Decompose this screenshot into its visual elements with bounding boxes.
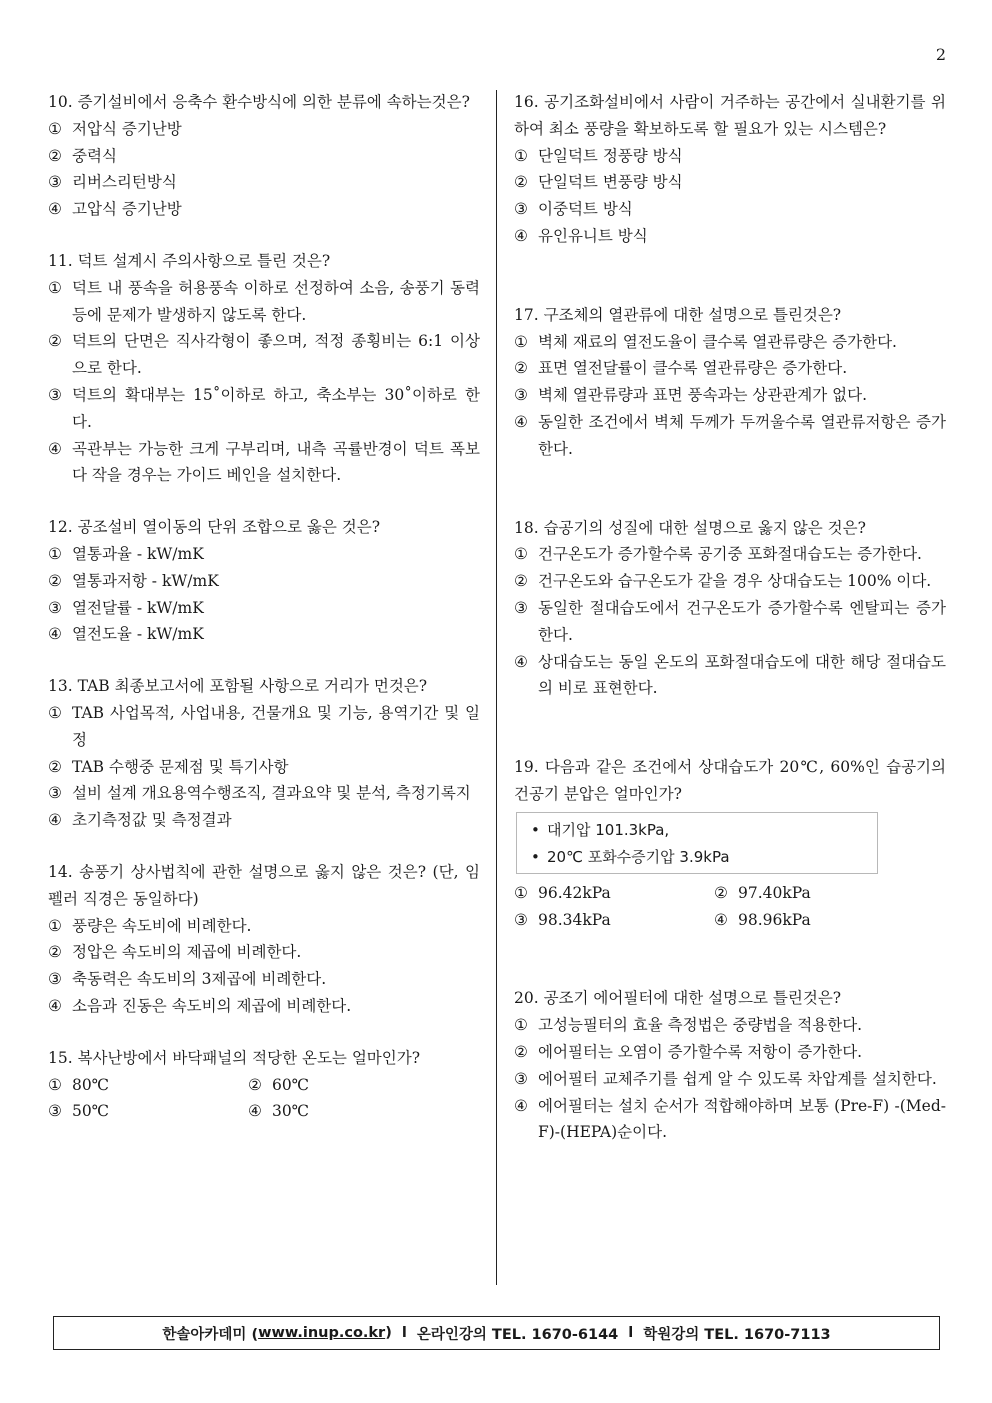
option-text: 저압식 증기난방 [72,119,182,138]
option-marker: ③ [48,173,62,192]
option-text: 덕트의 확대부는 15˚이하로 하고, 축소부는 30˚이하로 한다. [72,385,480,431]
option-marker: ④ [48,996,62,1015]
option [714,907,914,934]
option [514,143,946,170]
option-text: 에어필터는 설치 순서가 적합해야하며 보통 (Pre-F) -(Med-F)-(HEPA)순이다. [538,1096,946,1142]
option [48,382,480,436]
option-marker: ③ [514,598,528,617]
option-text: 풍량은 속도비에 비례한다. [72,916,252,935]
option [48,116,480,143]
option [48,966,480,993]
option-text: 중력식 [72,146,117,165]
option-marker: ① [514,883,528,902]
option-text: 건구온도와 습구온도가 같을 경우 상대습도는 100% 이다. [538,572,932,591]
option-text: 열전달률 - kW/mK [72,598,204,617]
option-text: 축동력은 속도비의 3제곱에 비례한다. [72,970,327,989]
question-18 [514,515,946,703]
option-marker: ③ [48,1102,62,1121]
option-text: 고성능필터의 효율 측정법은 중량법을 적용한다. [538,1016,863,1035]
column-divider [496,90,497,1285]
option-marker: ② [48,146,62,165]
option-marker: ③ [48,784,62,803]
option-text: 단일덕트 변풍량 방식 [538,173,683,192]
option-marker: ① [48,916,62,935]
right-column [514,89,946,1146]
question-stem: 18. 습공기의 성질에 대한 설명으로 옳지 않은 것은? [514,518,866,537]
condition-text: 대기압 101.3kPa, [547,820,670,839]
question-13 [48,673,480,834]
option [514,568,946,595]
option [248,1098,448,1125]
option-marker: ④ [48,200,62,219]
option [514,595,946,649]
question-stem: 20. 공조기 에어필터에 대한 설명으로 틀린것은? [514,989,842,1008]
conditions-box [516,812,878,874]
option-grid [514,880,946,934]
option [514,355,946,382]
option-marker: ③ [48,970,62,989]
option-text: 열전도율 - kW/mK [72,625,204,644]
option-marker: ④ [248,1102,262,1121]
option-marker: ① [48,1075,62,1094]
option [514,223,946,250]
option [48,621,480,648]
left-column [48,89,480,1125]
option-marker: ② [514,572,528,591]
option-text: 덕트 내 풍속을 허용풍속 이하로 선정하여 소음, 송풍기 동력 등에 문제가 발생하지 않도록 한다. [72,278,480,324]
option-text: 벽체 열관류량과 표면 풍속과는 상관관계가 없다. [538,386,868,405]
option-text: 곡관부는 가능한 크게 구부리며, 내측 곡률반경이 덕트 폭보다 작을 경우는 가이드 베인을 설치한다. [72,439,480,485]
footer-academy: 한솔아카데미 ( [162,1326,259,1343]
question-stem: 17. 구조체의 열관류에 대한 설명으로 틀린것은? [514,305,842,324]
option-text: 98.34kPa [538,910,611,929]
option-marker: ② [514,359,528,378]
option-text: 덕트의 단면은 직사각형이 좋으며, 적정 종횡비는 6:1 이상으로 한다. [72,332,480,378]
option-text: 동일한 조건에서 벽체 두께가 두꺼울수록 열관류저항은 증가한다. [538,412,946,458]
option [248,1072,448,1099]
option-text: 열통과율 - kW/mK [72,544,204,563]
option-marker: ④ [514,1096,528,1115]
option-text: 98.96kPa [738,910,811,929]
option [514,329,946,356]
footer-separator: l [628,1325,634,1341]
option [514,1039,946,1066]
option [48,807,480,834]
option-marker: ④ [514,412,528,431]
option-text: 80℃ [72,1075,110,1094]
option [48,754,480,781]
question-stem: 11. 덕트 설계시 주의사항으로 틀린 것은? [48,251,331,270]
condition-text: 20℃ 포화수증기압 3.9kPa [547,847,730,866]
question-stem: 15. 복사난방에서 바닥패널의 적당한 온도는 얼마인가? [48,1048,421,1067]
option-marker: ④ [48,439,62,458]
footer-url-link[interactable]: www.inup.co.kr [258,1325,386,1341]
option-marker: ③ [514,1069,528,1088]
option-marker: ① [48,703,62,722]
option-marker: ① [514,1016,528,1035]
page-number: 2 [935,45,946,64]
option [48,700,480,754]
option-marker: ② [48,571,62,590]
option-text: 리버스리턴방식 [72,173,177,192]
question-stem: 19. 다음과 같은 조건에서 상대습도가 20℃, 60%인 습공기의 건공기 분압은 얼마인가? [514,758,946,803]
question-stem: 10. 증기설비에서 응축수 환수방식에 의한 분류에 속하는것은? [48,93,470,111]
option-text: 건구온도가 증가할수록 공기중 포화절대습도는 증가한다. [538,545,922,564]
option [48,275,480,329]
option [48,143,480,170]
option [48,568,480,595]
option-text: 유인유니트 방식 [538,226,648,245]
option [514,880,714,907]
footer-academy-close: ) [385,1325,392,1341]
option [514,541,946,568]
option-text: 에어필터 교체주기를 쉽게 알 수 있도록 차압계를 설치한다. [538,1069,937,1088]
option-marker: ③ [48,598,62,617]
option-marker: ① [48,278,62,297]
option-text: 열통과저항 - kW/mK [72,571,219,590]
option-text: 소음과 진동은 속도비의 제곱에 비례한다. [72,996,352,1015]
footer-banner [53,1316,940,1350]
question-stem: 14. 송풍기 상사법칙에 관한 설명으로 옳지 않은 것은? (단, 임펠러 직경은 동일하다) [48,862,480,908]
option [714,880,914,907]
option-marker: ① [514,545,528,564]
question-16 [514,89,946,250]
option-text: 정압은 속도비의 제곱에 비례한다. [72,943,302,962]
question-19 [514,754,946,933]
option [48,993,480,1020]
footer-separator: l [401,1325,407,1341]
option [48,436,480,490]
option-marker: ② [248,1075,262,1094]
option-marker: ④ [48,811,62,830]
option-marker: ④ [48,625,62,644]
option [48,1072,248,1099]
question-17 [514,302,946,463]
option-marker: ② [48,332,62,351]
option-marker: ② [48,757,62,776]
option-marker: ③ [514,910,528,929]
question-12 [48,514,480,648]
question-20 [514,985,946,1146]
footer-offline-tel: 학원강의 TEL. 1670-7113 [643,1326,831,1343]
option [514,1093,946,1147]
option [514,907,714,934]
option-marker: ① [514,332,528,351]
option-text: 초기측정값 및 측정결과 [72,811,232,830]
bullet-icon: • [531,847,540,866]
option-text: 벽체 재료의 열전도율이 클수록 열관류량은 증가한다. [538,332,897,351]
option [514,382,946,409]
option-text: 단일덕트 정풍량 방식 [538,146,683,165]
option [514,649,946,703]
option-marker: ④ [714,910,728,929]
option-grid [48,1072,480,1126]
option-text: 97.40kPa [738,883,811,902]
option-text: 상대습도는 동일 온도의 포화절대습도에 대한 해당 절대습도의 비로 표현한다. [538,652,946,698]
option-marker: ① [514,146,528,165]
option-text: 96.42kPa [538,883,611,902]
question-10 [48,89,480,223]
option-text: 60℃ [272,1075,310,1094]
option-text: 표면 열전달률이 클수록 열관류량은 증가한다. [538,359,848,378]
question-stem: 16. 공기조화설비에서 사람이 거주하는 공간에서 실내환기를 위하여 최소 풍량을 확보하도록 할 필요가 있는 시스템은? [514,93,946,138]
condition-item [531,817,877,844]
option-text: 에어필터는 오염이 증가할수록 저항이 증가한다. [538,1042,863,1061]
option-text: TAB 수행중 문제점 및 특기사항 [72,757,289,776]
option-marker: ② [514,173,528,192]
option-text: 고압식 증기난방 [72,200,182,219]
option-marker: ② [714,883,728,902]
question-14 [48,859,480,1020]
option-text: 동일한 절대습도에서 건구온도가 증가할수록 엔탈피는 증가한다. [538,598,946,644]
option [514,1066,946,1093]
option-text: 50℃ [72,1102,110,1121]
option [514,169,946,196]
option-text: 설비 설계 개요용역수행조직, 결과요약 및 분석, 측정기록지 [72,784,471,803]
bullet-icon: • [531,820,540,839]
option-marker: ④ [514,652,528,671]
option-marker: ③ [514,200,528,219]
question-stem: 12. 공조설비 열이동의 단위 조합으로 옳은 것은? [48,518,381,537]
option [48,328,480,382]
question-15 [48,1045,480,1125]
option [48,541,480,568]
option-marker: ② [48,943,62,962]
option-text: 30℃ [272,1102,310,1121]
option [514,1012,946,1039]
option [514,409,946,463]
option [48,595,480,622]
question-11 [48,248,480,489]
option [48,169,480,196]
footer-online-tel: 온라인강의 TEL. 1670-6144 [416,1326,619,1343]
option-marker: ③ [514,386,528,405]
question-stem: 13. TAB 최종보고서에 포함될 사항으로 거리가 먼것은? [48,677,428,696]
option [48,939,480,966]
option-marker: ① [48,544,62,563]
option-text: 이중덕트 방식 [538,200,633,219]
option [48,780,480,807]
condition-item [531,844,877,871]
option-marker: ① [48,119,62,138]
option-marker: ④ [514,226,528,245]
option-text: TAB 사업목적, 사업내용, 건물개요 및 기능, 용역기간 및 일정 [72,703,480,749]
option [48,1098,248,1125]
option [514,196,946,223]
option [48,196,480,223]
option-marker: ② [514,1042,528,1061]
option [48,913,480,940]
option-marker: ③ [48,385,62,404]
